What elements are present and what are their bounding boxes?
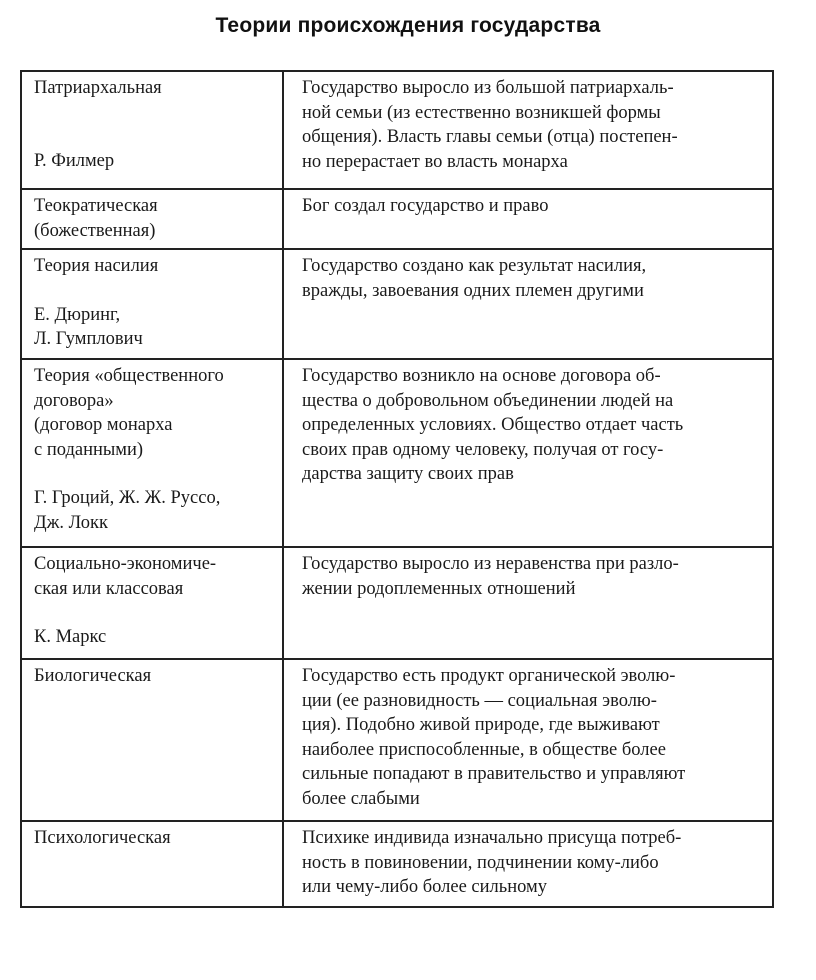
description-line: сильные попадают в правительство и управляют xyxy=(302,764,686,784)
theory-authors: Л. Гумплович xyxy=(34,329,143,349)
description-line: общения). Власть главы семьи (отца) постепен- xyxy=(302,127,678,147)
theory-description-cell xyxy=(283,659,773,821)
theory-name-cell xyxy=(21,547,283,659)
table-row-social-contract xyxy=(21,359,773,547)
theory-name: (договор монарха xyxy=(34,415,173,435)
theory-name-cell xyxy=(21,659,283,821)
theory-name: (божественная) xyxy=(34,220,156,241)
description-line: но перерастает во власть монарха xyxy=(302,151,568,172)
table-row-patriarchal xyxy=(21,71,773,189)
theory-authors: Г. Гроций, Ж. Ж. Руссо, xyxy=(34,488,221,508)
description-line: ция). Подобно живой природе, где выживают xyxy=(302,715,660,735)
description-line: Государство есть продукт органической эволю- xyxy=(302,666,676,686)
table-row-biological xyxy=(21,659,773,821)
theory-name: с поданными) xyxy=(34,439,144,460)
theory-description-cell xyxy=(283,249,773,359)
description-line: щества о добровольном объединении людей на xyxy=(302,390,674,411)
description-line: ность в повиновении, подчинении кому-либо xyxy=(302,852,659,873)
description-line: более слабыми xyxy=(302,788,420,809)
theory-name-cell xyxy=(21,821,283,907)
description-line: дарства защиту своих прав xyxy=(302,464,514,484)
description-line: Государство выросло из большой патриархаль- xyxy=(302,78,674,98)
description-line: Государство возникло на основе договора об- xyxy=(302,366,661,386)
theory-authors: Дж. Локк xyxy=(34,512,108,533)
table-row-theocratic xyxy=(21,189,773,249)
theory-description-cell xyxy=(283,547,773,659)
theory-name-cell xyxy=(21,249,283,359)
theory-name-cell xyxy=(21,359,283,547)
theory-name-cell xyxy=(21,189,283,249)
description-line: определенных условиях. Общество отдает часть xyxy=(302,415,684,435)
theory-description-cell xyxy=(283,189,773,249)
description-line: Государство выросло из неравенства при разло- xyxy=(302,554,679,574)
theory-name: ская или классовая xyxy=(34,578,184,599)
description-line: или чему-либо более сильному xyxy=(302,877,547,897)
description-line: Психике индивида изначально присуща потреб- xyxy=(302,828,682,848)
description-line: Бог создал государство и право xyxy=(302,196,549,216)
description-line: жении родоплеменных отношений xyxy=(302,578,576,599)
theory-name: договора» xyxy=(34,390,114,411)
theory-description-cell xyxy=(283,71,773,189)
theory-name-cell xyxy=(21,71,283,189)
description-line: вражды, завоевания одних племен другими xyxy=(302,280,644,301)
description-line: Государство создано как результат насилия, xyxy=(302,256,647,276)
theory-name: Социально-экономиче- xyxy=(34,554,217,574)
theory-name: Патриархальная xyxy=(34,78,162,98)
theory-authors: К. Маркс xyxy=(34,627,107,647)
description-line: ции (ее разновидность — социальная эволю- xyxy=(302,690,657,711)
theories-table xyxy=(20,70,774,908)
description-line: наиболее приспособленные, в обществе более xyxy=(302,739,666,760)
theory-name: Теория насилия xyxy=(34,256,159,276)
theory-name: Теократическая xyxy=(34,196,158,216)
table-row-class xyxy=(21,547,773,659)
table-row-psychological xyxy=(21,821,773,907)
theory-name: Теория «общественного xyxy=(34,366,224,386)
description-line: своих прав одному человеку, получая от госу- xyxy=(302,439,664,460)
theory-name: Психологическая xyxy=(34,828,171,848)
theory-description-cell xyxy=(283,359,773,547)
theory-name: Биологическая xyxy=(34,666,152,686)
theory-description-cell xyxy=(283,821,773,907)
page-title: Теории происхождения государства xyxy=(215,14,601,37)
table-row-violence xyxy=(21,249,773,359)
description-line: ной семьи (из естественно возникшей формы xyxy=(302,102,661,123)
theory-authors: Р. Филмер xyxy=(34,150,115,171)
theory-authors: Е. Дюринг, xyxy=(34,304,121,325)
